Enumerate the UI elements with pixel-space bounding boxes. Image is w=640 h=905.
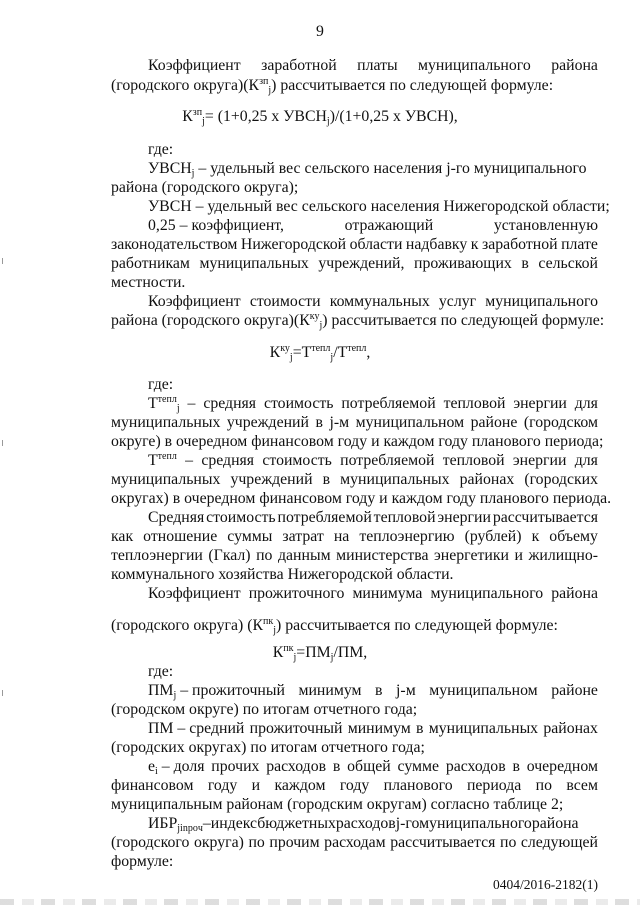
paragraph-line: района (городского $округа)(К^{ку}_j)$ рассчитывается по следующей формуле: — [111, 311, 605, 331]
formula-salary: $К^{зп}_j= (1+0,25$ х $УВСН_j)/(1+0,25$ х УВСН), — [182, 107, 458, 127]
definition-line: округе) в очередном финансовом году и каждом году планового периода; — [111, 433, 604, 450]
definition-line: местности. — [111, 274, 186, 291]
page-number: 9 — [316, 23, 324, 40]
text: заработной — [261, 57, 337, 74]
definition-line: муниципальным районам (городским округам) согласно таблице 2; — [111, 796, 564, 813]
definition-line: (городском округе) по итогам отчетного года; — [111, 701, 418, 718]
definition-uvsn: УВСН – удельный вес сельского населения Нижегородской области; — [148, 198, 610, 215]
definition-line: (городских округах) по итогам отчетного года; — [111, 739, 425, 756]
definition-line: округах) в очередном финансовом году и каждом году планового периода. — [111, 490, 612, 507]
where-label: где: — [148, 376, 174, 393]
where-label: где: — [148, 663, 174, 680]
definition-ei: $е_i$ – доля прочих расходов в общей сумме расходов в очередном — [148, 758, 598, 777]
definition-line: муниципальных учреждений в муниципальных районах (городских — [111, 471, 598, 488]
definition-line: муниципальных учреждений в j-м муниципальном районе (городском — [111, 414, 598, 431]
paragraph-line: (городского $округа)(К^{зп}_j)$ рассчитывается по следующей формуле: — [111, 76, 554, 96]
paragraph-heat-cost: Средняя стоимость потребляемой тепловой энергии рассчитывается — [148, 509, 598, 526]
definition-line: финансовом году и каждом году планового периода по всем — [111, 777, 598, 794]
definition-ttepl: $Т^{тепл}$ – средняя стоимость потребляемой тепловой энергии для — [148, 451, 598, 469]
definition-line: (городского округа) по прочим расходам рассчитывается по следующей — [111, 834, 598, 851]
paragraph-line: как отношение суммы затрат на теплоэнергию (рублей) к объему — [111, 528, 598, 545]
paragraph-subsistence-coefficient: Коэффициент прожиточного минимума муниципального района — [148, 585, 598, 602]
scan-mark — [2, 258, 3, 264]
where-label: где: — [148, 141, 174, 158]
text: Коэффициент — [148, 57, 241, 74]
formula-utilities: $К^{ку}_j=Т^{тепл}_j/Т^{тепл}$, — [269, 343, 371, 363]
paragraph-line: коммунального хозяйства Нижегородской области. — [111, 566, 454, 583]
definition-uvsnj: $УВСН_j$ – удельный вес сельского населения j-го муниципального — [148, 160, 587, 179]
text: платы — [357, 57, 398, 74]
scan-edge — [0, 899, 640, 905]
definition-pm: ПМ – средний прожиточный минимум в муниципальных районах — [148, 720, 598, 737]
paragraph-line: (городского округа) $(К^{пк}_j)$ рассчитывается по следующей формуле: — [111, 616, 558, 636]
scan-mark — [2, 690, 3, 696]
definition-ibr: $ИБР_{jinpoч}-индексбюджетныхрасходовj$-гомуниципальногорайона — [148, 815, 579, 834]
definition-line: законодательством Нижегородской области надбавку к заработной плате — [111, 236, 598, 253]
formula-subsistence: $К^{пк}_j=ПМ_j/ПМ$, — [272, 643, 368, 663]
scan-mark — [2, 440, 3, 446]
definition-line: формуле: — [111, 853, 174, 870]
definition-coefficient: 0,25 – коэффициент, отражающий установленную — [148, 217, 598, 234]
definition-tteplj: $Т^{тепл}_j$ – средняя стоимость потребляемой тепловой энергии для — [148, 394, 598, 414]
paragraph-line: теплоэнергии (Гкал) по данным министерства энергетики и жилищно- — [111, 547, 598, 564]
text: района — [551, 57, 598, 74]
paragraph-utilities-coefficient: Коэффициент стоимости коммунальных услуг муниципального — [148, 293, 598, 310]
text: муниципального — [418, 57, 531, 74]
definition-line: района (городского округа); — [111, 179, 299, 196]
definition-line: работникам муниципальных учреждений, проживающих в сельской — [111, 255, 598, 272]
paragraph-salary-coefficient — [148, 56, 598, 75]
definition-pmj: $ПМ_j$ – прожиточный минимум в j-м муниципальном районе — [148, 682, 598, 701]
document-code: 0404/2016-2182(1) — [493, 877, 598, 892]
